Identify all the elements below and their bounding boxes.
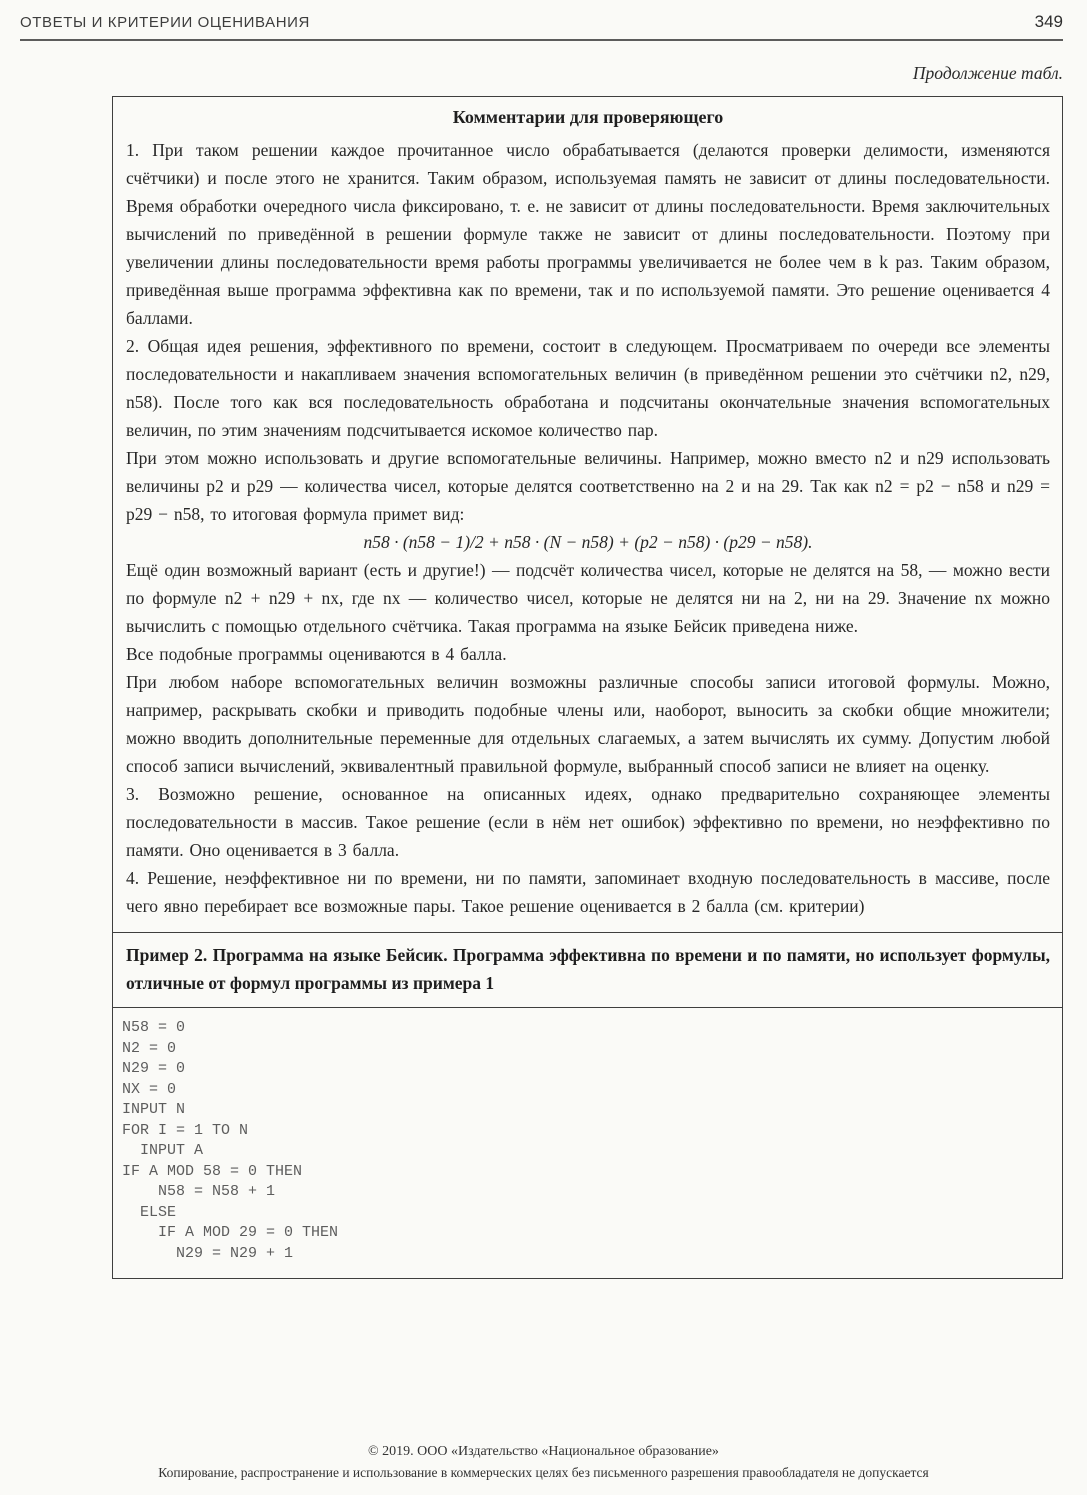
table-continuation-label: Продолжение табл.: [912, 63, 1063, 83]
formula: n58 · (n58 − 1)/2 + n58 · (N − n58) + (p2 − n58) · (p29 − n58).: [363, 532, 813, 552]
code-lines: [122, 1018, 1052, 1264]
page-header: [20, 12, 1063, 32]
code-line: INPUT A: [122, 1142, 204, 1159]
header-title: ОТВЕТЫ И КРИТЕРИИ ОЦЕНИВАНИЯ: [20, 14, 310, 31]
comments-title: Комментарии для проверяющего: [452, 107, 724, 127]
code-line: N58 = 0: [122, 1019, 186, 1036]
paragraph: При этом можно использовать и другие вспомогательные величины. Например, можно вместо n2 и n29 использовать величины p2 и p29 — количества чисел, которые делятся соответственно на 2 и на 29. Так как n2 = p2 − n58 и n29 = p29 − n58, то итоговая формула примет вид:: [126, 448, 1050, 524]
example-heading-cell: [113, 932, 1062, 1007]
paragraph: 3. Возможно решение, основанное на описанных идеях, однако предварительно сохраняющее элементы последовательности в массив. Такое решение (если в нём нет ошибок) эффективно по времени, но неэффективно по памяти. Оно оценивается в 3 балла.: [126, 784, 1050, 860]
example-heading: Пример 2. Программа на языке Бейсик. Программа эффективна по времени и по памяти, но использует формулы, отличные от формул программы из примера 1: [126, 945, 1050, 993]
paragraph: Все подобные программы оцениваются в 4 балла.: [126, 644, 507, 664]
code-line: IF A MOD 58 = 0 THEN: [122, 1162, 303, 1180]
paragraph: 1. При таком решении каждое прочитанное число обрабатывается (делаются проверки делимости, изменяются счётчики) и после этого не хранится. Таким образом, используемая память не зависит от длины последовательности. Время обработки очередного числа фиксировано, т. е. не зависит от длины последовательности. Время заключительных вычислений по приведённой в решении формуле также не зависит от длины последовательности. Поэтому при увеличении длины последовательности время работы программы увеличивается не более чем в k раз. Таким образом, приведённая выше программа эффективна как по времени, так и по используемой памяти. Это решение оценивается 4 баллами.: [126, 140, 1050, 328]
answers-table: [112, 96, 1063, 1279]
code-line: N58 = N58 + 1: [122, 1183, 276, 1200]
code-line: FOR I = 1 TO N: [122, 1121, 249, 1139]
code-line: ELSE: [122, 1203, 177, 1221]
code-line: IF A MOD 29 = 0 THEN: [122, 1224, 339, 1241]
code-line: N29 = 0: [122, 1060, 186, 1077]
code-line: N29 = N29 + 1: [122, 1244, 294, 1262]
comments-cell: [113, 97, 1062, 932]
paragraph: 4. Решение, неэффективное ни по времени, ни по памяти, запоминает входную последовательность в массиве, после чего явно перебирает все возможные пары. Такое решение оценивается в 2 балла (см. критерии): [126, 868, 1050, 916]
code-line: INPUT N: [122, 1101, 186, 1118]
paragraph: Ещё один возможный вариант (есть и другие!) — подсчёт количества чисел, которые не делятся на 58, — можно вести по формуле n2 + n29 + nx, где nx — количество чисел, которые не делятся ни на 2, ни на 29. Значение nx можно вычислить с помощью отдельного счётчика. Такая программа на языке Бейсик приведена ниже.: [126, 560, 1050, 636]
page-footer: [0, 1444, 1087, 1481]
paragraphs-before-formula: [126, 136, 1050, 528]
paragraphs-after-formula: [126, 556, 1050, 920]
paragraph: При любом наборе вспомогательных величин возможны различные способы записи итоговой формулы. Можно, например, раскрывать скобки и приводить подобные члены или, наоборот, выносить за скобки общие множители; можно вводить дополнительные переменные для отдельных слагаемых, а затем вычислять их сумму. Допустим любой способ записи вычислений, эквивалентный правильной формуле, выбранный способ записи не влияет на оценку.: [126, 672, 1050, 776]
code-cell: [113, 1007, 1062, 1278]
footer-copyright: © 2019. ООО «Издательство «Национальное образование»: [368, 1444, 719, 1459]
code-line: N2 = 0: [122, 1039, 177, 1057]
page-number: 349: [1034, 12, 1063, 31]
paragraph: 2. Общая идея решения, эффективного по времени, состоит в следующем. Просматриваем по очереди все элементы последовательности и накапливаем значения вспомогательных величин (в приведённом решении это счётчики n2, n29, n58). После того как вся последовательность обработана и подсчитаны окончательные значения вспомогательных величин, по этим значениям подсчитывается искомое количество пар.: [126, 336, 1050, 440]
code-line: NX = 0: [122, 1080, 177, 1098]
footer-notice: Копирование, распространение и использование в коммерческих целях без письменного разрешения правообладателя не допускается: [158, 1465, 929, 1480]
header-rule: [20, 39, 1063, 41]
